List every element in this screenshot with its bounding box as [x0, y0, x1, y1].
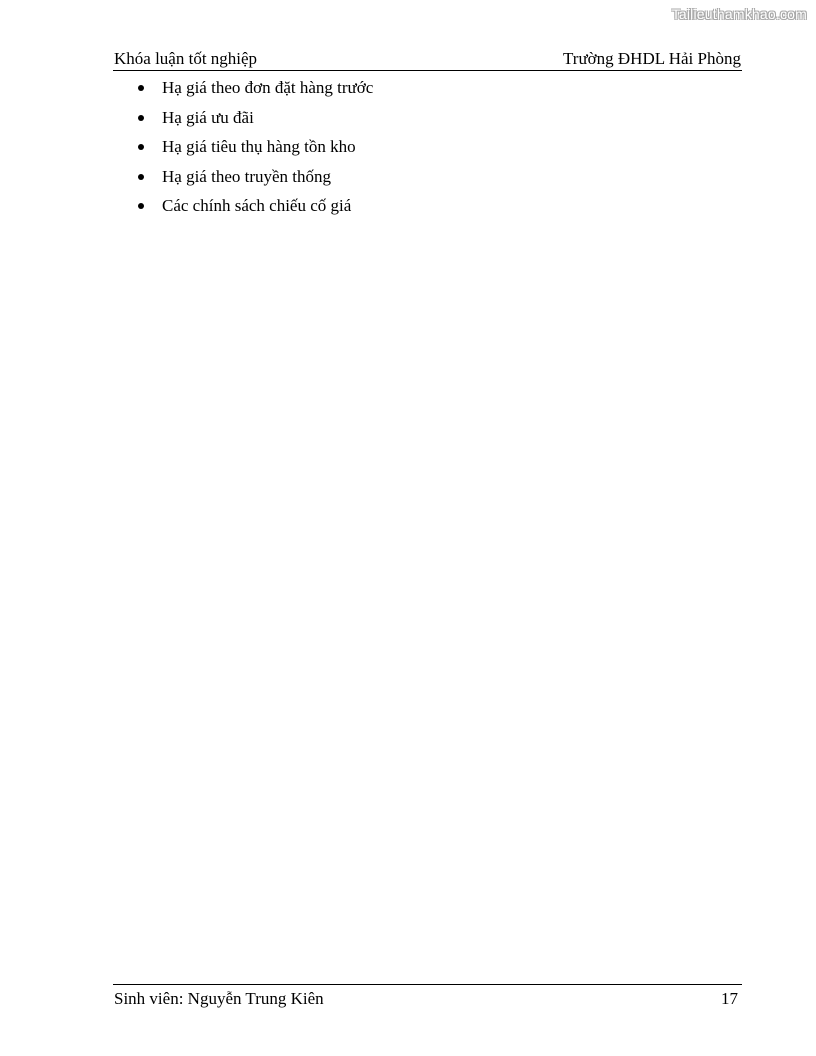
footer-student-name: Sinh viên: Nguyễn Trung Kiên [114, 989, 324, 1008]
list-item-text: Hạ giá tiêu thụ hàng tồn kho [162, 137, 356, 156]
list-item-text: Hạ giá theo truyền thống [162, 166, 332, 186]
list-item-text: Các chính sách chiếu cố giá [162, 196, 352, 215]
header-university-name: Trường ĐHDL Hải Phòng [563, 49, 741, 68]
list-item [133, 76, 373, 106]
bullet-icon [138, 85, 144, 91]
list-item [133, 106, 373, 136]
bullet-list [133, 76, 373, 224]
bullet-icon [138, 115, 144, 121]
list-item-text: Hạ giá theo đơn đặt hàng trước [162, 78, 374, 97]
bullet-icon [138, 174, 144, 180]
list-item [133, 135, 373, 165]
list-item-text: Hạ giá ưu đãi [162, 107, 254, 127]
page-number: 17 [721, 989, 738, 1008]
page-footer [113, 984, 742, 1011]
list-item [133, 165, 373, 195]
list-item [133, 194, 373, 224]
watermark-text: Tailieuthamkhao.com [671, 6, 807, 22]
header-thesis-title: Khóa luận tốt nghiệp [114, 49, 258, 68]
bullet-icon [138, 203, 144, 209]
bullet-icon [138, 144, 144, 150]
page-header [113, 48, 742, 71]
